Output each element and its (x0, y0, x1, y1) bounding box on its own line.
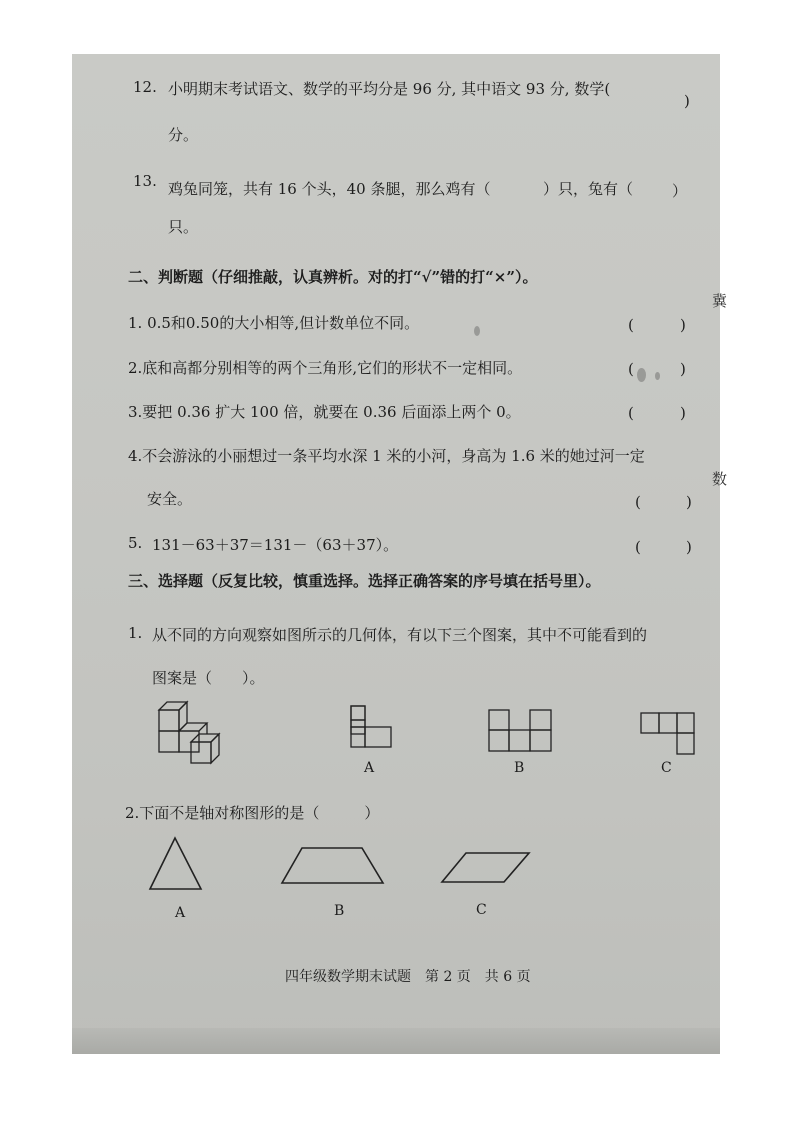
answer-paren-open: ( (628, 316, 634, 334)
ink-smudge (655, 372, 660, 380)
sheet-shadow (72, 1028, 720, 1054)
option-label-c: C (661, 760, 672, 776)
question-13-text: 鸡兔同笼，共有 16 个头，40 条腿，那么鸡有（ (168, 180, 491, 198)
edge-char: 冀 (712, 292, 728, 310)
option-label-b: B (514, 760, 525, 776)
triangle-figure (148, 836, 204, 892)
question-12-text-line2: 分。 (168, 126, 199, 144)
choice-q1-text-line2: 图案是（ ）。 (152, 669, 265, 687)
choice-q2-text: 2.下面不是轴对称图形的是（ ） (125, 804, 380, 822)
answer-paren-close: ) (680, 360, 686, 378)
option-label-a: A (175, 905, 186, 921)
answer-paren-close: ) (680, 404, 686, 422)
ink-smudge (637, 368, 646, 382)
answer-paren-open: ( (635, 538, 641, 556)
answer-paren-close: ) (686, 493, 692, 511)
judge-item: 131－63＋37＝131－（63＋37）。 (152, 536, 399, 554)
judge-item: 3.要把 0.36 扩大 100 倍，就要在 0.36 后面添上两个 0。 (128, 403, 521, 421)
judge-item: 2.底和高都分别相等的两个三角形,它们的形状不一定相同。 (128, 359, 523, 377)
page-footer: 四年级数学期末试题 第 2 页 共 6 页 (285, 969, 531, 985)
option-label-c: C (476, 902, 487, 918)
choice-q1-text: 从不同的方向观察如图所示的几何体，有以下三个图案，其中不可能看到的 (152, 626, 648, 644)
question-number: 12. (133, 78, 157, 96)
judge-item: 4.不会游泳的小丽想过一条平均水深 1 米的小河，身高为 1.6 米的她过河一定 (128, 447, 645, 465)
question-number: 5. (128, 534, 143, 552)
option-c-figure (640, 712, 696, 756)
answer-paren: ） (672, 182, 688, 200)
answer-paren-open: ( (635, 493, 641, 511)
option-a-figure-grid (350, 705, 395, 750)
section-heading-choice: 三、选择题（反复比较，慎重选择。选择正确答案的序号填在括号里）。 (128, 572, 601, 590)
answer-paren: ) (684, 92, 690, 110)
judge-item: 1. 0.5和0.50的大小相等,但计数单位不同。 (128, 314, 420, 332)
judge-item-line2: 安全。 (147, 490, 193, 508)
ink-smudge (474, 326, 480, 336)
question-13-text-b: ）只，兔有（ (543, 180, 634, 198)
option-b-figure (488, 709, 554, 753)
question-12-text: 小明期末考试语文、数学的平均分是 96 分, 其中语文 93 分, 数学( (168, 80, 611, 98)
cube-solid-figure (155, 700, 235, 770)
answer-paren-close: ) (680, 316, 686, 334)
option-label-a: A (364, 760, 375, 776)
trapezoid-figure (280, 846, 386, 886)
question-number: 13. (133, 172, 157, 190)
question-13-text-line2: 只。 (168, 218, 199, 236)
option-label-b: B (334, 903, 345, 919)
answer-paren-open: ( (628, 360, 634, 378)
edge-char: 数 (712, 470, 728, 488)
answer-paren-close: ) (686, 538, 692, 556)
section-heading-judge: 二、判断题（仔细推敲，认真辨析。对的打“√”错的打“×”）。 (128, 268, 538, 286)
parallelogram-figure (440, 851, 532, 885)
answer-paren-open: ( (628, 404, 634, 422)
question-number: 1. (128, 624, 143, 642)
